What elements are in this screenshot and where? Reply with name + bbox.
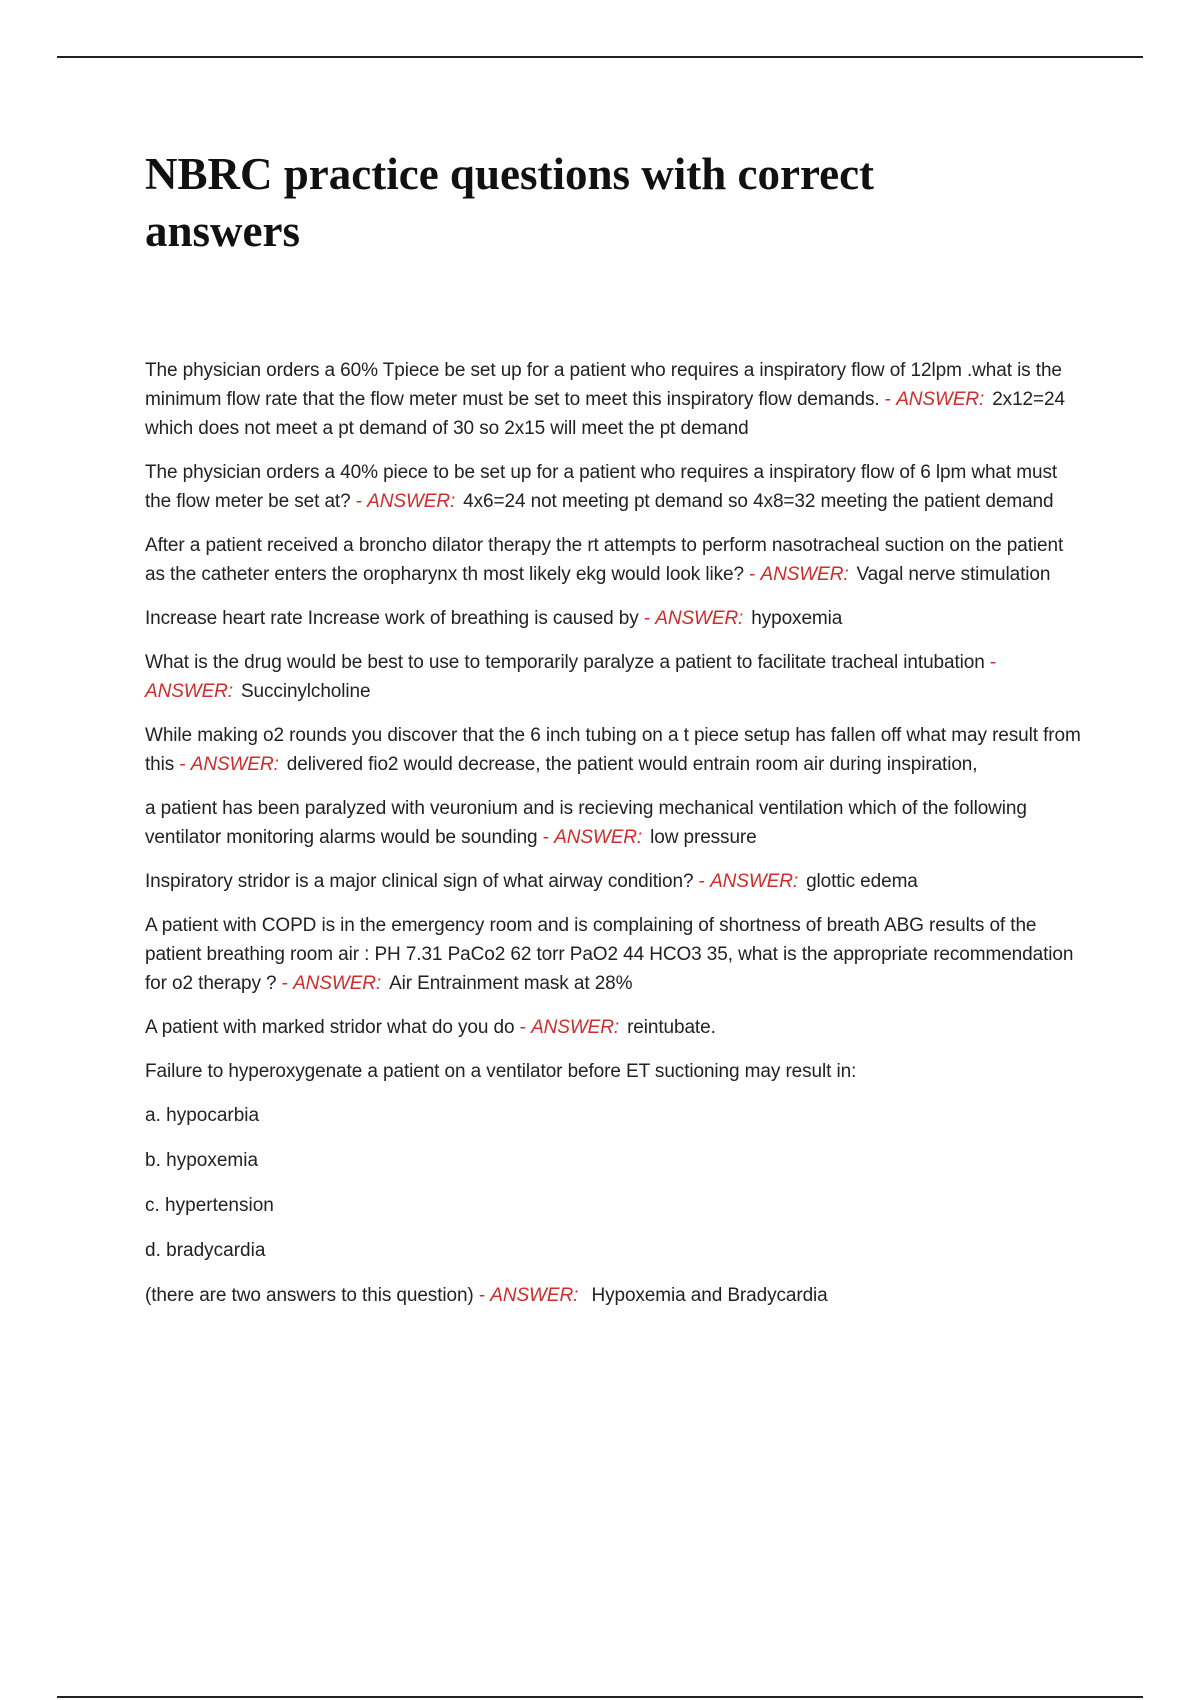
- answer-label: ANSWER:: [190, 754, 279, 775]
- answer-separator: -: [519, 1017, 526, 1038]
- document-title: NBRC practice questions with correct answers: [145, 149, 875, 256]
- qa-item: [145, 794, 1085, 852]
- answer-text: delivered fio2 would decrease, the patient would entrain room air during inspiration,: [286, 754, 978, 775]
- answer-separator: -: [643, 608, 651, 629]
- question-text: Inspiratory stridor is a major clinical sign of what airway condition?: [145, 871, 694, 892]
- answer-separator: -: [542, 827, 549, 848]
- answer-text: 2x12=24 which does not meet a pt demand of 30 so 2x15 will meet the pt demand: [145, 389, 1065, 439]
- answer-option: a. hypocarbia: [145, 1105, 260, 1126]
- answer-text: Vagal nerve stimulation: [856, 564, 1051, 585]
- answer-option: c. hypertension: [145, 1195, 274, 1216]
- qa-item: [145, 867, 1085, 896]
- answer-separator: -: [749, 564, 756, 585]
- qa-item: [145, 356, 1085, 443]
- answer-text: low pressure: [650, 827, 757, 848]
- answer-label: ANSWER:: [531, 1017, 620, 1038]
- qa-item: [145, 911, 1085, 998]
- question-stem: Failure to hyperoxygenate a patient on a ventilator before ET suctioning may result in:: [145, 1061, 857, 1082]
- bottom-rule: [57, 1696, 1143, 1698]
- answer-text: Hypoxemia and Bradycardia: [591, 1285, 828, 1306]
- answer-label: ANSWER:: [554, 827, 643, 848]
- answer-label: ANSWER:: [655, 608, 744, 629]
- qa-item: [145, 531, 1085, 589]
- answer-label: ANSWER:: [145, 681, 233, 702]
- answer-separator: -: [989, 652, 997, 673]
- answer-text: reintubate.: [627, 1017, 716, 1038]
- question-text: What is the drug would be best to use to temporarily paralyze a patient to facilitate tracheal intubation: [145, 652, 985, 673]
- answer-label: ANSWER:: [293, 973, 382, 994]
- answer-separator: -: [884, 389, 892, 410]
- answer-separator: -: [478, 1285, 486, 1306]
- question-text: (there are two answers to this question): [145, 1285, 474, 1306]
- qa-item: [145, 604, 1085, 633]
- last-question: [145, 1057, 1085, 1310]
- question-text: While making o2 rounds you discover that the 6 inch tubing on a t piece setup has fallen off what may result from this: [145, 725, 1081, 775]
- question-text: After a patient received a broncho dilator therapy the rt attempts to perform nasotracheal suction on the patient as the catheter enters the oropharynx th most likely ekg would look like?: [145, 535, 1064, 585]
- qa-list: [145, 356, 1085, 1042]
- answer-label: ANSWER:: [367, 491, 456, 512]
- qa-item: [145, 721, 1085, 779]
- document-body: [145, 146, 1085, 1325]
- qa-item: [145, 648, 1085, 706]
- answer-text: 4x6=24 not meeting pt demand so 4x8=32 meeting the patient demand: [463, 491, 1054, 512]
- question-text: A patient with marked stridor what do you do: [145, 1017, 515, 1038]
- question-text: A patient with COPD is in the emergency room and is complaining of shortness of breath ABG results of the patient breathing room air : PH 7.31 PaCo2 62 torr PaO2 44 HCO3 35, what is the appropriate recommendation for o2 therapy ?: [145, 915, 1074, 994]
- answer-text: hypoxemia: [751, 608, 843, 629]
- answer-label: ANSWER:: [490, 1285, 579, 1306]
- answer-separator: -: [179, 754, 186, 775]
- question-text: The physician orders a 40% piece to be set up for a patient who requires a inspiratory flow of 6 lpm what must the flow meter be set at?: [145, 462, 1058, 512]
- qa-item: [145, 1281, 1085, 1310]
- qa-item: [145, 458, 1085, 516]
- answer-label: ANSWER:: [710, 871, 799, 892]
- answer-label: ANSWER:: [760, 564, 849, 585]
- answer-separator: -: [355, 491, 362, 512]
- answer-separator: -: [698, 871, 705, 892]
- answer-text: glottic edema: [806, 871, 918, 892]
- top-rule: [57, 56, 1143, 58]
- question-text: The physician orders a 60% Tpiece be set up for a patient who requires a inspiratory flow of 12lpm .what is the minimum flow rate that the flow meter must be set to meet this inspiratory flow demands.: [145, 360, 1062, 410]
- answer-option: b. hypoxemia: [145, 1150, 259, 1171]
- question-text: a patient has been paralyzed with veuronium and is recieving mechanical ventilation which of the following ventilator monitoring alarms would be sounding: [145, 798, 1027, 848]
- answer-separator: -: [281, 973, 288, 994]
- option-list: [145, 1101, 1085, 1265]
- question-text: Increase heart rate Increase work of breathing is caused by: [145, 608, 639, 629]
- qa-item: [145, 1013, 1085, 1042]
- answer-option: d. bradycardia: [145, 1240, 266, 1261]
- answer-text: Air Entrainment mask at 28%: [389, 973, 633, 994]
- answer-text: Succinylcholine: [240, 681, 371, 702]
- answer-label: ANSWER:: [896, 389, 985, 410]
